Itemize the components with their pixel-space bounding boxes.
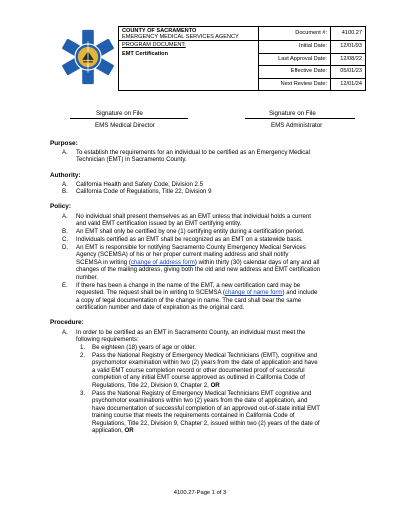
page-footer: 4100.27-Page 1 of 3 [173,490,227,496]
policy-e-marker: E. [62,282,68,289]
policy-e-line-4: certification number and date of expiration as the original card. [76,304,245,312]
policy-e-line-3: a copy of legal documentation of the change in name. The card shall bear the same [76,296,302,304]
signature-on-file-administrator: Signature on File [269,110,316,117]
procedure-a-marker: A. [62,329,68,336]
procedure-sub-1-marker: 1. [80,344,86,351]
policy-d-line-3 [76,259,319,266]
signature-on-file-medical-director: Signature on File [96,110,143,117]
policy-c-marker: C. [62,236,69,243]
procedure-sub-3-marker: 3. [80,390,86,397]
policy-d-line-1: An EMT is responsible for notifying Sacramento County Emergency Medical Services [76,244,306,251]
authority-item-a-marker: A. [62,181,68,188]
purpose-item-marker: A. [62,149,68,156]
policy-a-marker: A. [62,213,68,220]
authority-heading: Authority: [50,172,81,179]
policy-e-line-2 [76,289,317,296]
policy-e-line-2-post: ) and include [282,289,318,297]
document-number: 4100.27 [331,27,366,41]
change-of-address-form-link[interactable]: change of address form [130,258,195,266]
effective-date-value: 05/01/23 [331,66,366,79]
procedure-sub-3-line-6: application, OR [92,427,134,434]
procedure-sub-3-line-2: psychomotor examinations within two (2) years from the date of application, and [92,397,308,405]
policy-c-text: Individuals certified as an EMT shall be recognized as an EMT on a statewide basis. [76,236,303,243]
document-title: EMT Certification [122,51,168,57]
signature-line-left [70,118,188,119]
effective-date-label: Effective Date: [259,66,331,79]
authority-item-b: California Code of Regulations, Title 22, Division 9 [76,188,212,196]
procedure-sub-3-line-4: training course that meets the requirements contained in California Code of [92,412,295,420]
procedure-sub-1-line-1: Be eighteen (18) years of age or older. [92,344,196,351]
policy-d-marker: D. [62,244,69,251]
procedure-sub-3-line-5: Regulations, Title 22, Division 9, Chapter 2, issued within two (2) years of the date of [92,419,320,427]
procedure-sub-2-line-3: a valid EMT course completion record or other documented proof of successful [92,366,305,374]
procedure-sub-2-line-4: completion of any initial EMT course approved as outlined in California Code of [92,374,305,382]
procedure-sub-2-line-5: Regulations, Title 22, Division 9, Chapter 2, OR [92,381,220,389]
agency-name: EMERGENCY MEDICAL SERVICES AGENCY [122,34,239,40]
policy-d-line-3-post: ) within thirty (30) calendar days of any and all [194,258,320,266]
signature-line-right [245,118,355,119]
procedure-heading: Procedure: [50,319,84,326]
procedure-sub-3-line-1: Pass the National Registry of Emergency Medical Technicians EMT cognitive and [92,390,312,397]
policy-d-line-4: changes of the mailing address, giving both the old and new address and EMT certification [76,266,321,274]
purpose-item-line-1: To establish the requirements for an individual to be certified as an Emergency Medical [76,149,311,156]
purpose-heading: Purpose: [50,140,78,147]
policy-a-line-2: and valid EMT certification issued by an EMT certifying entity. [76,220,242,228]
procedure-a-line-1: In order to be certified as an EMT in Sacramento County, an individual must meet the [76,329,306,336]
procedure-sub-3-line-3: have documentation of successful completion of an approved out-of-state initial EMT [92,404,320,412]
procedure-sub-2-marker: 2. [80,352,86,359]
policy-heading: Policy: [50,203,71,210]
policy-d-line-5: number. [76,273,99,281]
initial-date-value: 12/01/93 [331,41,366,54]
procedure-sub-2-line-2: psychomotor examination within two (2) years from the date of application and have [92,359,318,367]
last-approval-date-label: Last Approval Date: [259,53,331,66]
program-document-label: PROGRAM DOCUMENT: [122,42,186,48]
authority-item-a: California Health and Safety Code, Division 2.5 [76,181,204,188]
procedure-sub-2-line-1: Pass the National Registry of Emergency Medical Technicians (EMT), cognitive and [92,352,318,359]
policy-b-marker: B. [62,228,68,235]
change-of-name-form-link[interactable]: change of name form [224,289,283,297]
next-review-date-value: 12/01/24 [331,78,366,91]
policy-d-line-3-pre: SCEMSA in writing ( [76,258,131,266]
purpose-item-line-2: Technician (EMT) in Sacramento County. [76,156,187,164]
document-number-label: Document #: [259,27,331,41]
policy-a-line-1: No individual shall present themselves as an EMT unless that individual holds a current [76,213,311,220]
document-header-table [118,26,366,91]
authority-item-b-marker: B. [62,188,68,196]
last-approval-date-value: 12/08/22 [331,53,366,66]
policy-e-line-1: If there has been a change in the name of the EMT, a new certification card may be [76,282,301,289]
procedure-a-line-2: following requirements: [76,336,139,344]
policy-d-line-2: Agency (SCEMSA) of his or her proper current mailing address and shall notify [76,251,289,259]
program-document-cell [119,41,259,91]
organization-cell [119,27,259,41]
organization-name: COUNTY OF SACRAMENTO [122,28,197,34]
ems-star-of-life-logo [59,28,117,86]
initial-date-label: Initial Date: [259,41,331,54]
policy-e-line-2-pre: requested. The request shall be in writing to SCEMSA ( [76,289,225,297]
policy-b-text: An EMT shall only be certified by one (1) certifying entity during a certification period. [76,228,305,235]
administrator-title: EMS Administrator [271,122,323,129]
medical-director-title: EMS Medical Director [95,122,155,129]
next-review-date-label: Next Review Date: [259,78,331,91]
